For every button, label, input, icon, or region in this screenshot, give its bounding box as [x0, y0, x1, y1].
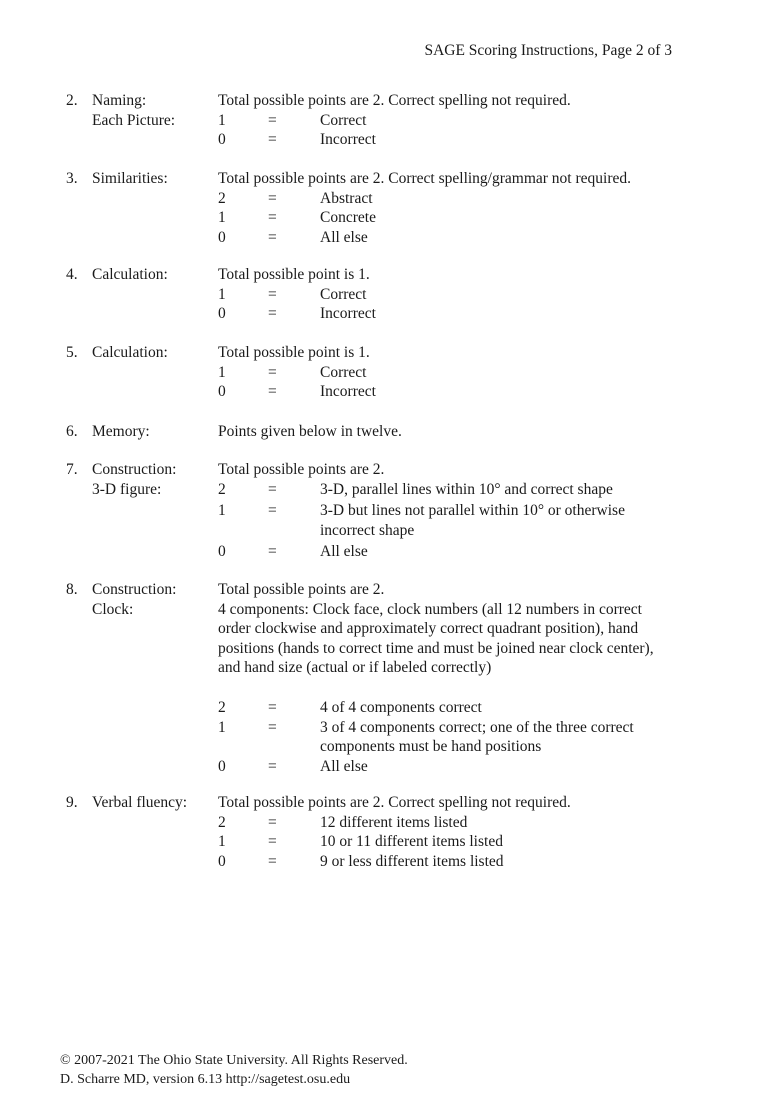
score-row: 0 = Incorrect: [218, 131, 376, 149]
score-row: 2 = 3-D, parallel lines within 10° and correct shape: [218, 480, 613, 498]
score-row: 0 = All else: [218, 543, 368, 561]
item-label: Construction: Clock:: [92, 581, 177, 618]
score-row: 1 = Correct: [218, 111, 367, 129]
item-number: 4.: [66, 266, 78, 283]
score-row: 1 = 3-D but lines not parallel within 10° or otherwise incorrect shape: [218, 502, 625, 539]
score-row: 0 = Incorrect: [218, 383, 376, 401]
item-number: 2.: [66, 92, 78, 109]
item-number: 3.: [66, 170, 78, 187]
item-number: 8.: [66, 581, 78, 598]
item-criteria: [218, 422, 678, 442]
item-criteria: [218, 343, 678, 402]
item-label: Verbal fluency:: [92, 794, 188, 811]
score-row: 2 = 12 different items listed: [218, 813, 468, 831]
score-row: 2 = Abstract: [218, 189, 373, 207]
version-line: D. Scharre MD, version 6.13 http://sagetest.osu.edu: [60, 1072, 351, 1087]
score-row: 0 = 9 or less different items listed: [218, 852, 504, 870]
item-intro: Total possible points are 2.: [218, 461, 385, 478]
item-criteria: [218, 169, 678, 247]
item-number: 9.: [66, 794, 78, 811]
item-intro: Points given below in twelve.: [218, 423, 402, 440]
item-intro: Total possible points are 2. Correct spelling not required.: [218, 92, 571, 109]
score-row: 1 = Correct: [218, 285, 367, 303]
score-row: 2 = 4 of 4 components correct: [218, 698, 482, 716]
item-intro: Total possible point is 1.: [218, 344, 370, 361]
item-label: Construction: 3-D figure:: [92, 461, 177, 498]
item-label: Calculation:: [92, 344, 168, 361]
score-row: 1 = 10 or 11 different items listed: [218, 833, 503, 851]
page-header: SAGE Scoring Instructions, Page 2 of 3: [424, 42, 672, 59]
item-criteria: [218, 265, 678, 324]
score-row: 0 = Incorrect: [218, 305, 376, 323]
item-intro: Total possible point is 1.: [218, 266, 370, 283]
item-label: Naming: Each Picture:: [92, 92, 176, 129]
score-row: 1 = Correct: [218, 363, 367, 381]
score-row: 0 = All else: [218, 757, 368, 775]
item-intro: Total possible points are 2. Correct spelling/grammar not required.: [218, 170, 632, 187]
item-intro: Total possible points are 2.: [218, 581, 385, 598]
item-intro: Total possible points are 2. Correct spelling not required.: [218, 794, 571, 811]
item-description: 4 components: Clock face, clock numbers (all 12 numbers in correct order clockwise and approximately correct quadrant position), hand positions (hands to correct time and must be joined near clock center), and hand size (actual or if labeled correctly): [218, 600, 654, 677]
item-label: Memory:: [92, 423, 150, 440]
item-label: Similarities:: [92, 170, 168, 187]
score-row: 1 = Concrete: [218, 209, 376, 227]
item-label: Calculation:: [92, 266, 168, 283]
copyright-line: © 2007-2021 The Ohio State University. All Rights Reserved.: [60, 1053, 408, 1068]
score-row: 0 = All else: [218, 228, 368, 246]
item-criteria: [218, 580, 678, 776]
item-criteria: [218, 91, 678, 150]
page-footer: [60, 1051, 408, 1089]
item-number: 5.: [66, 344, 78, 361]
score-row: 1 = 3 of 4 components correct; one of the three correct components must be hand positions: [218, 718, 634, 756]
item-criteria: [218, 460, 678, 562]
item-number: 6.: [66, 423, 78, 440]
item-number: 7.: [66, 461, 78, 478]
item-criteria: [218, 793, 678, 871]
